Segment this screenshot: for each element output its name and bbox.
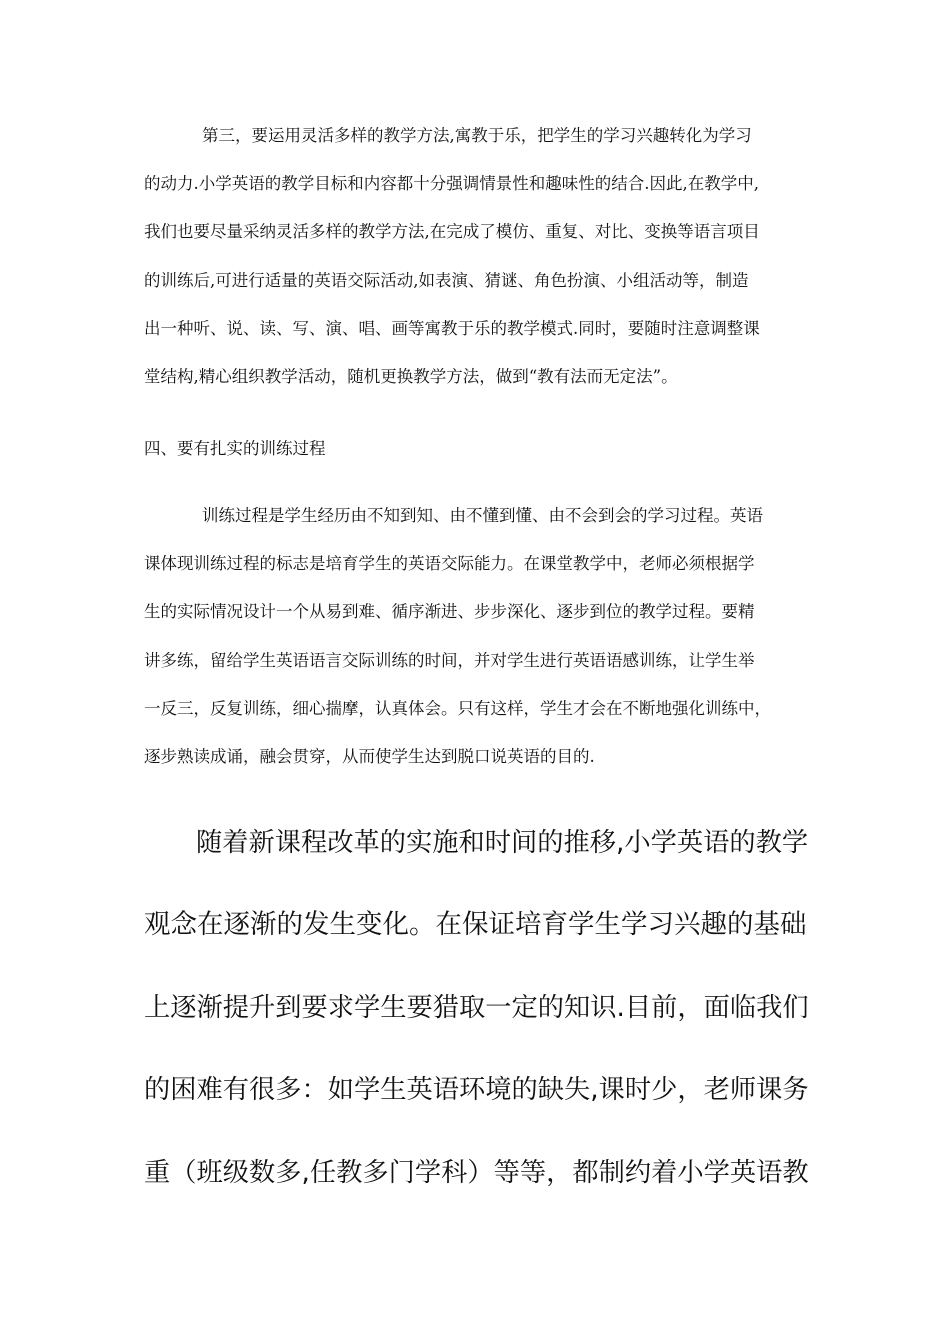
paragraph-line: 堂结构,精心组织教学活动，随机更换教学方法，做到“教有法而无定法”。 [144, 366, 678, 386]
paragraph-line: 的困难有很多：如学生英语环境的缺失,课时少，老师课务 [144, 1075, 809, 1106]
paragraph-line: 上逐渐提升到要求学生要猎取一定的知识.目前，面临我们 [144, 992, 809, 1023]
paragraph-line: 讲多练，留给学生英语语言交际训练的时间，并对学生进行英语语感训练，让学生举 [144, 650, 755, 670]
large-paragraph [144, 802, 812, 1214]
paragraph-three [144, 112, 812, 401]
paragraph-line: 的训练后,可进行适量的英语交际活动,如表演、猜谜、角色扮演、小组活动等，制造 [144, 270, 749, 290]
paragraph-line: 重（班级数多,任教多门学科）等等，都制约着小学英语教 [144, 1157, 809, 1188]
paragraph-line: 我们也要尽量采纳灵活多样的教学方法,在完成了模仿、重复、对比、变换等语言项目 [144, 222, 760, 242]
paragraph-line: 一反三，反复训练，细心揣摩，认真体会。只有这样，学生才会在不断地强化训练中， [144, 698, 771, 718]
paragraph-line: 课体现训练过程的标志是培育学生的英语交际能力。在课堂教学中，老师必须根据学 [144, 554, 755, 574]
paragraph-line: 逐步熟读成诵，融会贯穿，从而使学生达到脱口说英语的目的. [144, 746, 595, 766]
paragraph-line: 生的实际情况设计一个从易到难、循序渐进、步步深化、逐步到位的教学过程。要精 [144, 602, 755, 622]
paragraph-line: 训练过程是学生经历由不知到知、由不懂到懂、由不会到会的学习过程。英语 [202, 506, 763, 525]
paragraph-line: 的动力.小学英语的教学目标和内容都十分强调情景性和趣味性的结合.因此,在教学中, [144, 174, 759, 194]
paragraph-line: 出一种听、说、读、写、演、唱、画等寓教于乐的教学模式.同时，要随时注意调整课 [144, 318, 760, 338]
section-four-body [144, 492, 812, 781]
section-four-heading-wrap [144, 434, 812, 464]
paragraph-line: 观念在逐渐的发生变化。在保证培育学生学习兴趣的基础 [144, 909, 807, 941]
paragraph-line: 第三，要运用灵活多样的教学方法,寓教于乐，把学生的学习兴趣转化为学习 [202, 126, 752, 145]
paragraph-line: 随着新课程改革的实施和时间的推移,小学英语的教学 [196, 828, 809, 858]
section-heading: 四、要有扎实的训练过程 [144, 439, 326, 458]
